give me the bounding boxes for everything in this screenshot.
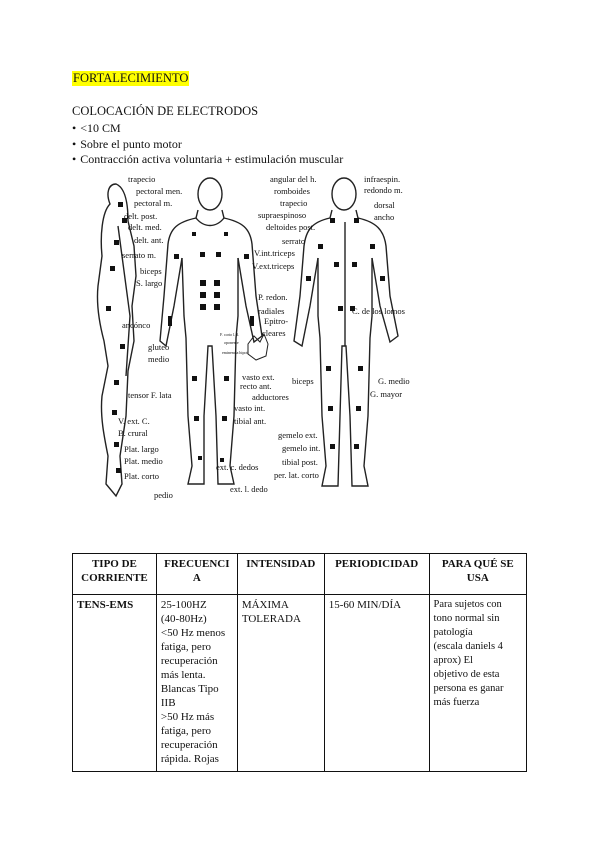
figure-label: biceps [140,266,162,276]
figure-label: delt. med. [128,222,162,232]
figure-label: radiales [258,306,285,316]
figure-label: S. largo [136,278,163,288]
figure-label: biceps [292,376,314,386]
figure-label: delt. post. [124,211,158,221]
figure-label: angular del h. [270,174,317,184]
figure-label: medio [148,354,170,364]
figure-label: B. crural [118,428,148,438]
figure-label: oponente [224,340,239,345]
parameters-table [72,553,527,772]
figure-label: gemelo int. [282,443,321,453]
figure-label: Plat. corto [124,471,159,481]
figure-label: V. ext. C. [118,416,150,426]
figure-label: Epitro- [264,316,289,326]
figure-label: vasto int. [234,403,266,413]
figure-label: Plat. medio [124,456,163,466]
figure-label: eminencia hipot. [222,350,249,355]
bullet-item: • Contracción activa voluntaria + estimulación muscular [72,152,343,168]
figure-label: delt. ant. [134,235,164,245]
header-intensidad: INTENSIDAD [237,554,324,595]
figure-label: recto ant. [240,381,272,391]
figure-label: romboides [274,186,310,196]
electrode-title: COLOCACIÓN DE ELECTRODOS [72,104,259,118]
figure-label: infraespin. [364,174,401,184]
figure-label: per. lat. corto [274,470,319,480]
header-tipo: TIPO DE CORRIENTE [73,554,157,595]
figure-label: G. mayor [370,389,403,399]
bullet-item: • <10 CM [72,121,343,137]
cell-tipo: TENS-EMS [73,595,157,772]
cell-para: Para sujetos con tono normal sin patología (escala daniels 4 aprox) El objetivo de esta persona es ganar más fuerza [429,595,526,772]
figure-labels [118,174,410,500]
figure-label: deltoides post. [266,222,316,232]
figure-label: Plat. largo [124,444,159,454]
figure-label: C. de los lomos [352,306,405,316]
figure-label: gemelo ext. [278,430,318,440]
figure-label: supraespinoso [258,210,307,220]
header-periodicidad: PERIODICIDAD [324,554,429,595]
figure-label: serrato [282,236,306,246]
figure-label: ancho [374,212,395,222]
figure-label: trapecio [128,174,156,184]
bullet-list [72,121,343,168]
table-row [73,595,527,772]
figure-label: V.int.triceps [254,248,295,258]
figure-label: tibial post. [282,457,318,467]
figure-label: V.ext.triceps [252,261,295,271]
header-para: PARA QUÉ SE USA [429,554,526,595]
figure-label: vasto ext. [242,372,275,382]
bullet-item: • Sobre el punto motor [72,137,343,153]
figure-label: tibial ant. [234,416,267,426]
cell-intensidad: MÁXIMA TOLERADA [237,595,324,772]
figure-label: dorsal [374,200,395,210]
figure-label: ext. l. dedo [230,484,268,494]
electrode-placement-figure [88,166,414,510]
figure-label: ancónco [122,320,151,330]
front-body-outline [160,178,262,484]
figure-label: adductores [252,392,289,402]
figure-label: pectoral m. [134,198,173,208]
figure-label: tensor F. lata [128,390,172,400]
cell-frecuencia: 25-100HZ (40-80Hz) <50 Hz menos fatiga, pero recuperación más lenta. Blancas Tipo IIB >50 Hz más fatiga, pero recuperación rápida. Rojas [156,595,237,772]
figure-label: pectoral men. [136,186,183,196]
figure-label: serrato m. [122,250,156,260]
cell-periodicidad: 15-60 MIN/DÍA [324,595,429,772]
figure-label: G. medio [378,376,410,386]
figure-label: pedio [154,490,173,500]
table-header-row [73,554,527,595]
figure-label: P. redon. [258,292,288,302]
header-frecuencia: FRECUENCI A [156,554,237,595]
figure-label: cleares [262,328,286,338]
figure-label: redondo m. [364,185,403,195]
figure-label: gluteo [148,342,170,352]
section-heading: FORTALECIMIENTO [73,71,189,85]
figure-label: trapecio [280,198,308,208]
figure-label: F. corto l. d. [220,332,240,337]
figure-label: ext. c. dedos [216,462,259,472]
